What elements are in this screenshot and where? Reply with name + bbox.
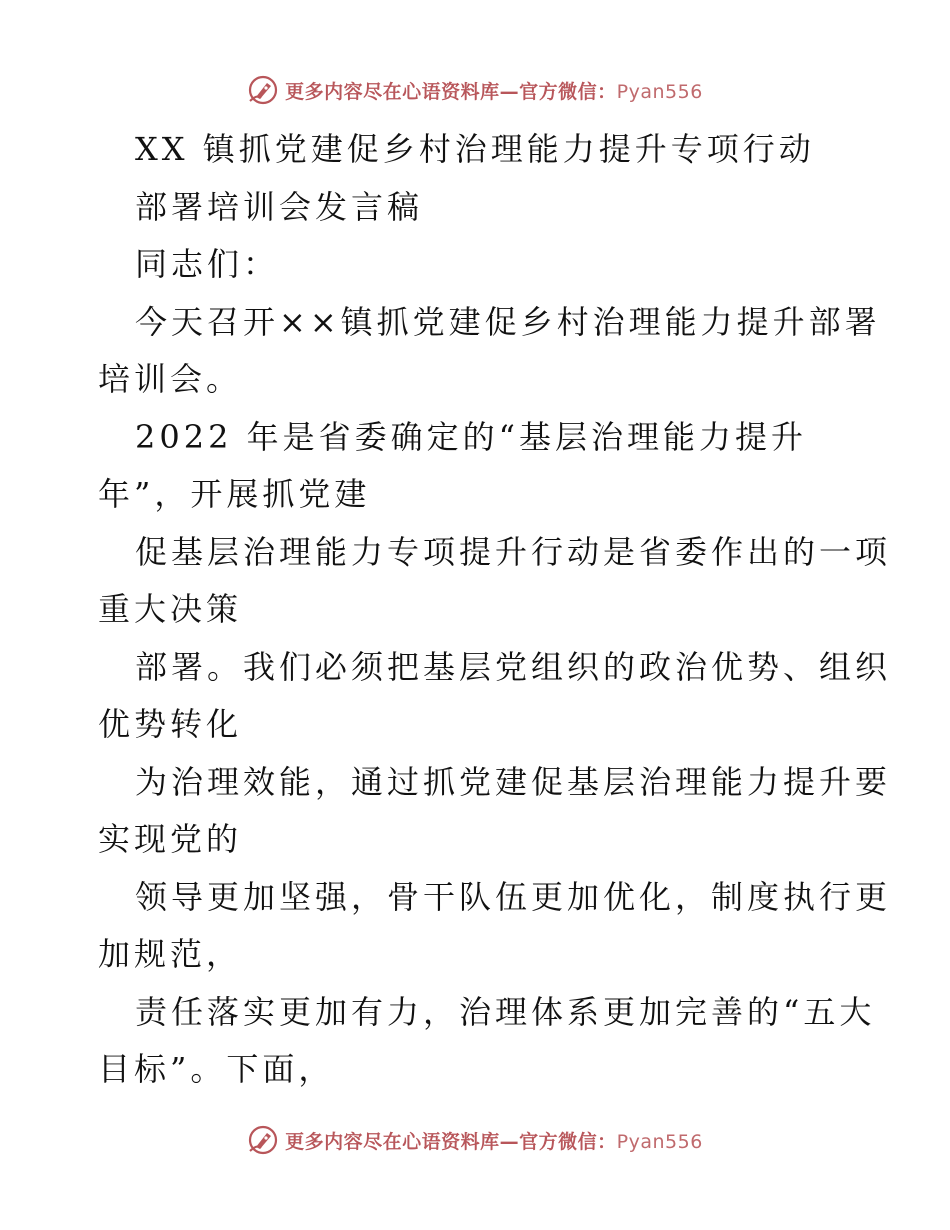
paragraph-4-line-2: 优势转化 — [98, 705, 243, 743]
header-watermark-banner — [0, 70, 950, 110]
salutation: 同志们： — [135, 245, 280, 283]
paragraph-7-line-2: 目标”。下面， — [98, 1050, 335, 1088]
paragraph-5-line-2: 实现党的 — [98, 820, 243, 858]
paragraph-2-line-1: 2022 年是省委确定的“基层治理能力提升 — [135, 417, 807, 456]
footer-watermark-banner — [0, 1120, 950, 1160]
paragraph-6-line-2: 加规范， — [98, 935, 243, 973]
paragraph-2-line-2: 年”，开展抓党建 — [98, 475, 371, 513]
paragraph-1-line-2: 培训会。 — [98, 360, 243, 398]
document-title-line-2: 部署培训会发言稿 — [135, 187, 424, 226]
pen-nib-circle-icon — [247, 1124, 279, 1156]
document-title-line-1: XX 镇抓党建促乡村治理能力提升专项行动 — [135, 130, 815, 168]
paragraph-7-line-1: 责任落实更加有力，治理体系更加完善的“五大 — [135, 992, 876, 1031]
paragraph-4-line-1: 部署。我们必须把基层党组织的政治优势、组织 — [135, 647, 892, 686]
header-watermark-text: 更多内容尽在心语资料库—官方微信：Pyan556 — [285, 80, 703, 103]
paragraph-1-line-1: 今天召开××镇抓党建促乡村治理能力提升部署 — [135, 302, 881, 341]
paragraph-3-line-1: 促基层治理能力专项提升行动是省委作出的一项 — [135, 532, 892, 571]
pen-nib-circle-icon — [247, 74, 279, 106]
header-watermark-account: Pyan556 — [616, 80, 703, 103]
paragraph-6-line-1: 领导更加坚强，骨干队伍更加优化，制度执行更 — [135, 877, 892, 916]
footer-watermark-account: Pyan556 — [616, 1130, 703, 1153]
paragraph-3-line-2: 重大决策 — [98, 590, 243, 628]
footer-watermark-text: 更多内容尽在心语资料库—官方微信：Pyan556 — [285, 1130, 703, 1153]
document-body — [98, 121, 892, 1099]
paragraph-5-line-1: 为治理效能，通过抓党建促基层治理能力提升要 — [135, 762, 892, 801]
